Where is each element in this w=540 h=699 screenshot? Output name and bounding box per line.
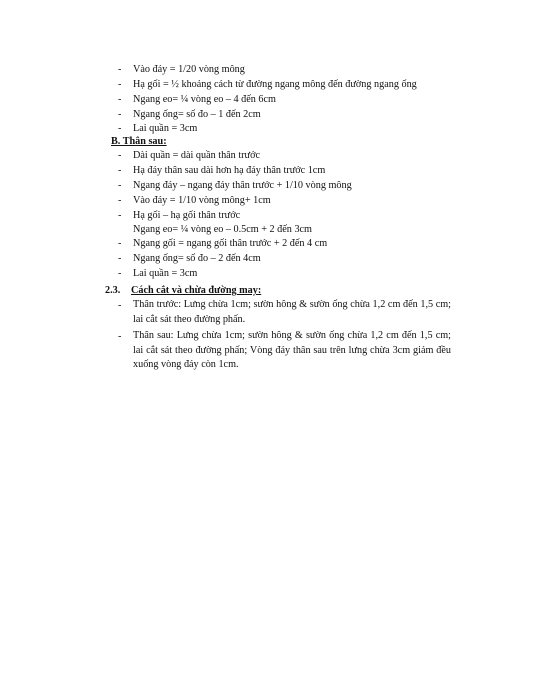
list-item: Hạ gối – hạ gối thân trước <box>133 210 241 221</box>
bullet-dash: - <box>118 238 122 249</box>
bullet-dash: - <box>118 165 122 176</box>
list-item: Hạ đáy thân sau dài hơn hạ đáy thân trước 1cm <box>133 165 326 176</box>
list-item: Thân sau: Lưng chừa 1cm; sườn hông & sườn ống chừa 1,2 cm đến 1,5 cm; lai cắt sát theo đường phấn; Vòng đáy thân sau trên lưng chừa 3cm giảm đều xuống vòng đáy còn 1cm. <box>133 330 451 370</box>
list-item: Lai quần = 3cm <box>133 268 198 279</box>
section-number: 2.3. <box>105 285 121 296</box>
bullet-dash: - <box>118 195 122 206</box>
list-item: Ngang eo= ¼ vòng eo – 4 đến 6cm <box>133 94 276 105</box>
bullet-dash: - <box>118 180 122 191</box>
bullet-dash: - <box>118 64 122 75</box>
list-item: Ngang ống= số đo – 1 đến 2cm <box>133 109 261 120</box>
list-item: Lai quần = 3cm <box>133 123 198 134</box>
list-item: Ngang đáy – ngang đáy thân trước + 1/10 vòng mông <box>133 180 352 191</box>
bullet-dash: - <box>118 300 122 311</box>
bullet-dash: - <box>118 150 122 161</box>
bullet-dash: - <box>118 331 122 342</box>
bullet-dash: - <box>118 79 122 90</box>
section-heading: B. Thân sau: <box>111 136 167 147</box>
bullet-dash: - <box>118 210 122 221</box>
bullet-dash: - <box>118 253 122 264</box>
section-heading: Cách cắt và chừa đường may: <box>131 285 262 296</box>
list-item: Ngang ống= số đo – 2 đến 4cm <box>133 253 261 264</box>
bullet-dash: - <box>118 268 122 279</box>
bullet-dash: - <box>118 94 122 105</box>
list-item: Vào đáy = 1/20 vòng mông <box>133 64 245 75</box>
list-item: Hạ gối = ½ khoảng cách từ đường ngang mông đến đường ngang ống <box>133 79 417 90</box>
list-item: Vào đáy = 1/10 vòng mông+ 1cm <box>133 195 271 206</box>
list-item: Dài quần = dài quần thân trước <box>133 150 260 161</box>
bullet-dash: - <box>118 123 122 134</box>
bullet-dash: - <box>118 109 122 120</box>
list-item: Ngang eo= ¼ vòng eo – 0.5cm + 2 đến 3cm <box>133 224 312 235</box>
list-item: Ngang gối = ngang gối thân trước + 2 đến 4 cm <box>133 238 328 249</box>
list-item: Thân trước: Lưng chừa 1cm; sườn hông & sườn ống chừa 1,2 cm đến 1,5 cm; lai cắt sát theo đường phấn. <box>133 299 451 325</box>
